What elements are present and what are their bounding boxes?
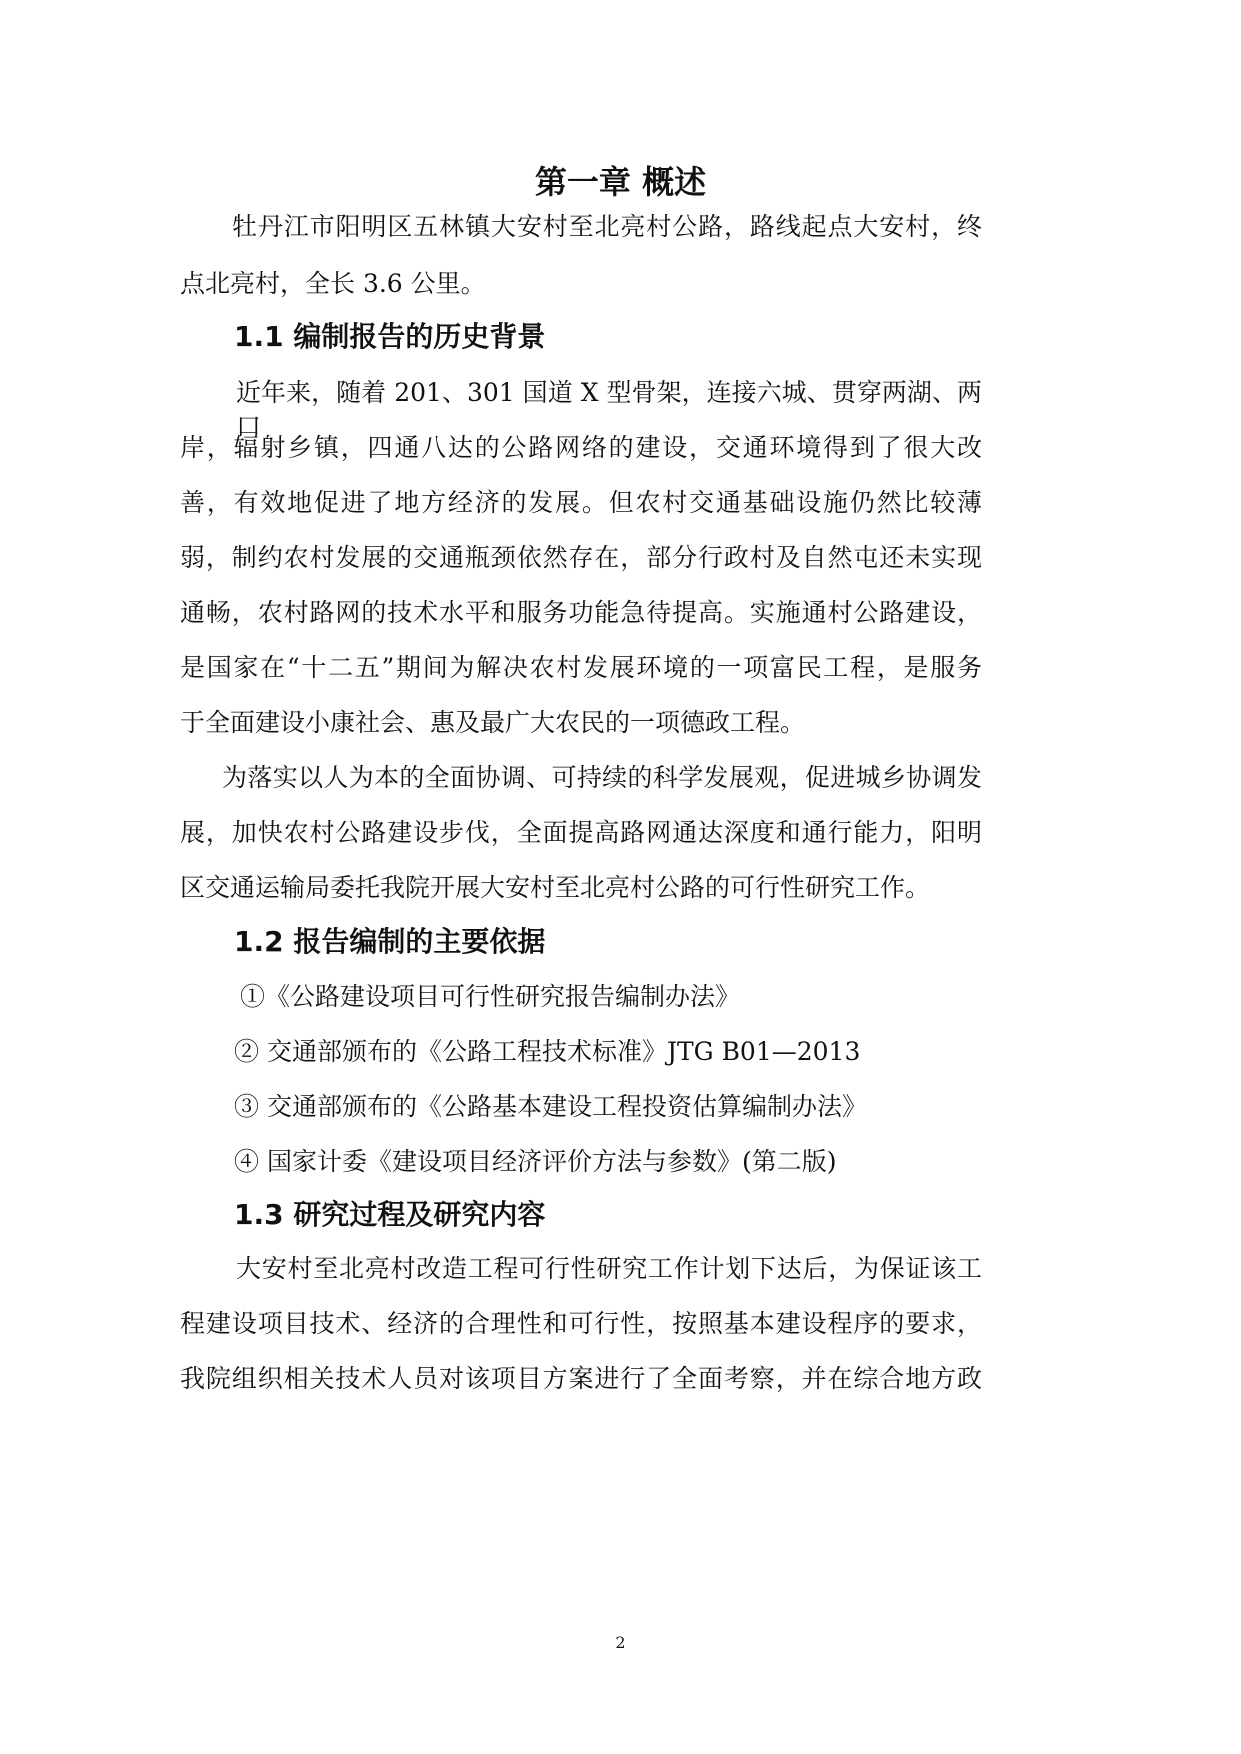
paragraph-line: 为落实以人为本的全面协调、可持续的科学发展观，促进城乡协调发 bbox=[222, 763, 982, 792]
paragraph-line: 区交通运输局委托我院开展大安村至北亮村公路的可行性研究工作。 bbox=[180, 873, 931, 902]
paragraph-line: 岸，辐射乡镇，四通八达的公路网络的建设，交通环境得到了很大改 bbox=[180, 433, 982, 462]
reference-item: ③ 交通部颁布的《公路基本建设工程投资估算编制办法》 bbox=[234, 1092, 867, 1121]
paragraph-line: 我院组织相关技术人员对该项目方案进行了全面考察，并在综合地方政 bbox=[180, 1364, 982, 1393]
chapter-title: 第一章 概述 bbox=[534, 163, 707, 201]
section-heading-1-2: 1.2 报告编制的主要依据 bbox=[234, 925, 546, 958]
reference-item: ② 交通部颁布的《公路工程技术标准》JTG B01—2013 bbox=[234, 1037, 861, 1066]
paragraph-line: 于全面建设小康社会、惠及最广大农民的一项德政工程。 bbox=[180, 708, 806, 737]
section-heading-1-1: 1.1 编制报告的历史背景 bbox=[234, 320, 546, 353]
intro-line-1: 牡丹江市阳明区五林镇大安村至北亮村公路，路线起点大安村，终 bbox=[232, 212, 982, 241]
paragraph-line: 大安村至北亮村改造工程可行性研究工作计划下达后，为保证该工 bbox=[236, 1254, 982, 1283]
paragraph-line: 弱，制约农村发展的交通瓶颈依然存在，部分行政村及自然屯还未实现 bbox=[180, 543, 982, 572]
paragraph-line: 近年来，随着 201、301 国道 X 型骨架，连接六城、贯穿两湖、两口 bbox=[236, 378, 982, 441]
paragraph-line: 程建设项目技术、经济的合理性和可行性，按照基本建设程序的要求， bbox=[180, 1309, 982, 1338]
section-heading-1-3: 1.3 研究过程及研究内容 bbox=[234, 1198, 546, 1231]
paragraph-line: 是国家在“十二五”期间为解决农村发展环境的一项富民工程，是服务 bbox=[180, 653, 982, 682]
reference-item: ①《公路建设项目可行性研究报告编制办法》 bbox=[240, 982, 741, 1011]
paragraph-line: 通畅，农村路网的技术水平和服务功能急待提高。实施通村公路建设， bbox=[180, 598, 982, 627]
intro-line-2: 点北亮村，全长 3.6 公里。 bbox=[180, 269, 486, 298]
paragraph-line: 善，有效地促进了地方经济的发展。但农村交通基础设施仍然比较薄 bbox=[180, 488, 982, 517]
reference-item: ④ 国家计委《建设项目经济评价方法与参数》(第二版) bbox=[234, 1147, 837, 1176]
paragraph-line: 展，加快农村公路建设步伐，全面提高路网通达深度和通行能力，阳明 bbox=[180, 818, 982, 847]
page-number: 2 bbox=[615, 1633, 626, 1652]
